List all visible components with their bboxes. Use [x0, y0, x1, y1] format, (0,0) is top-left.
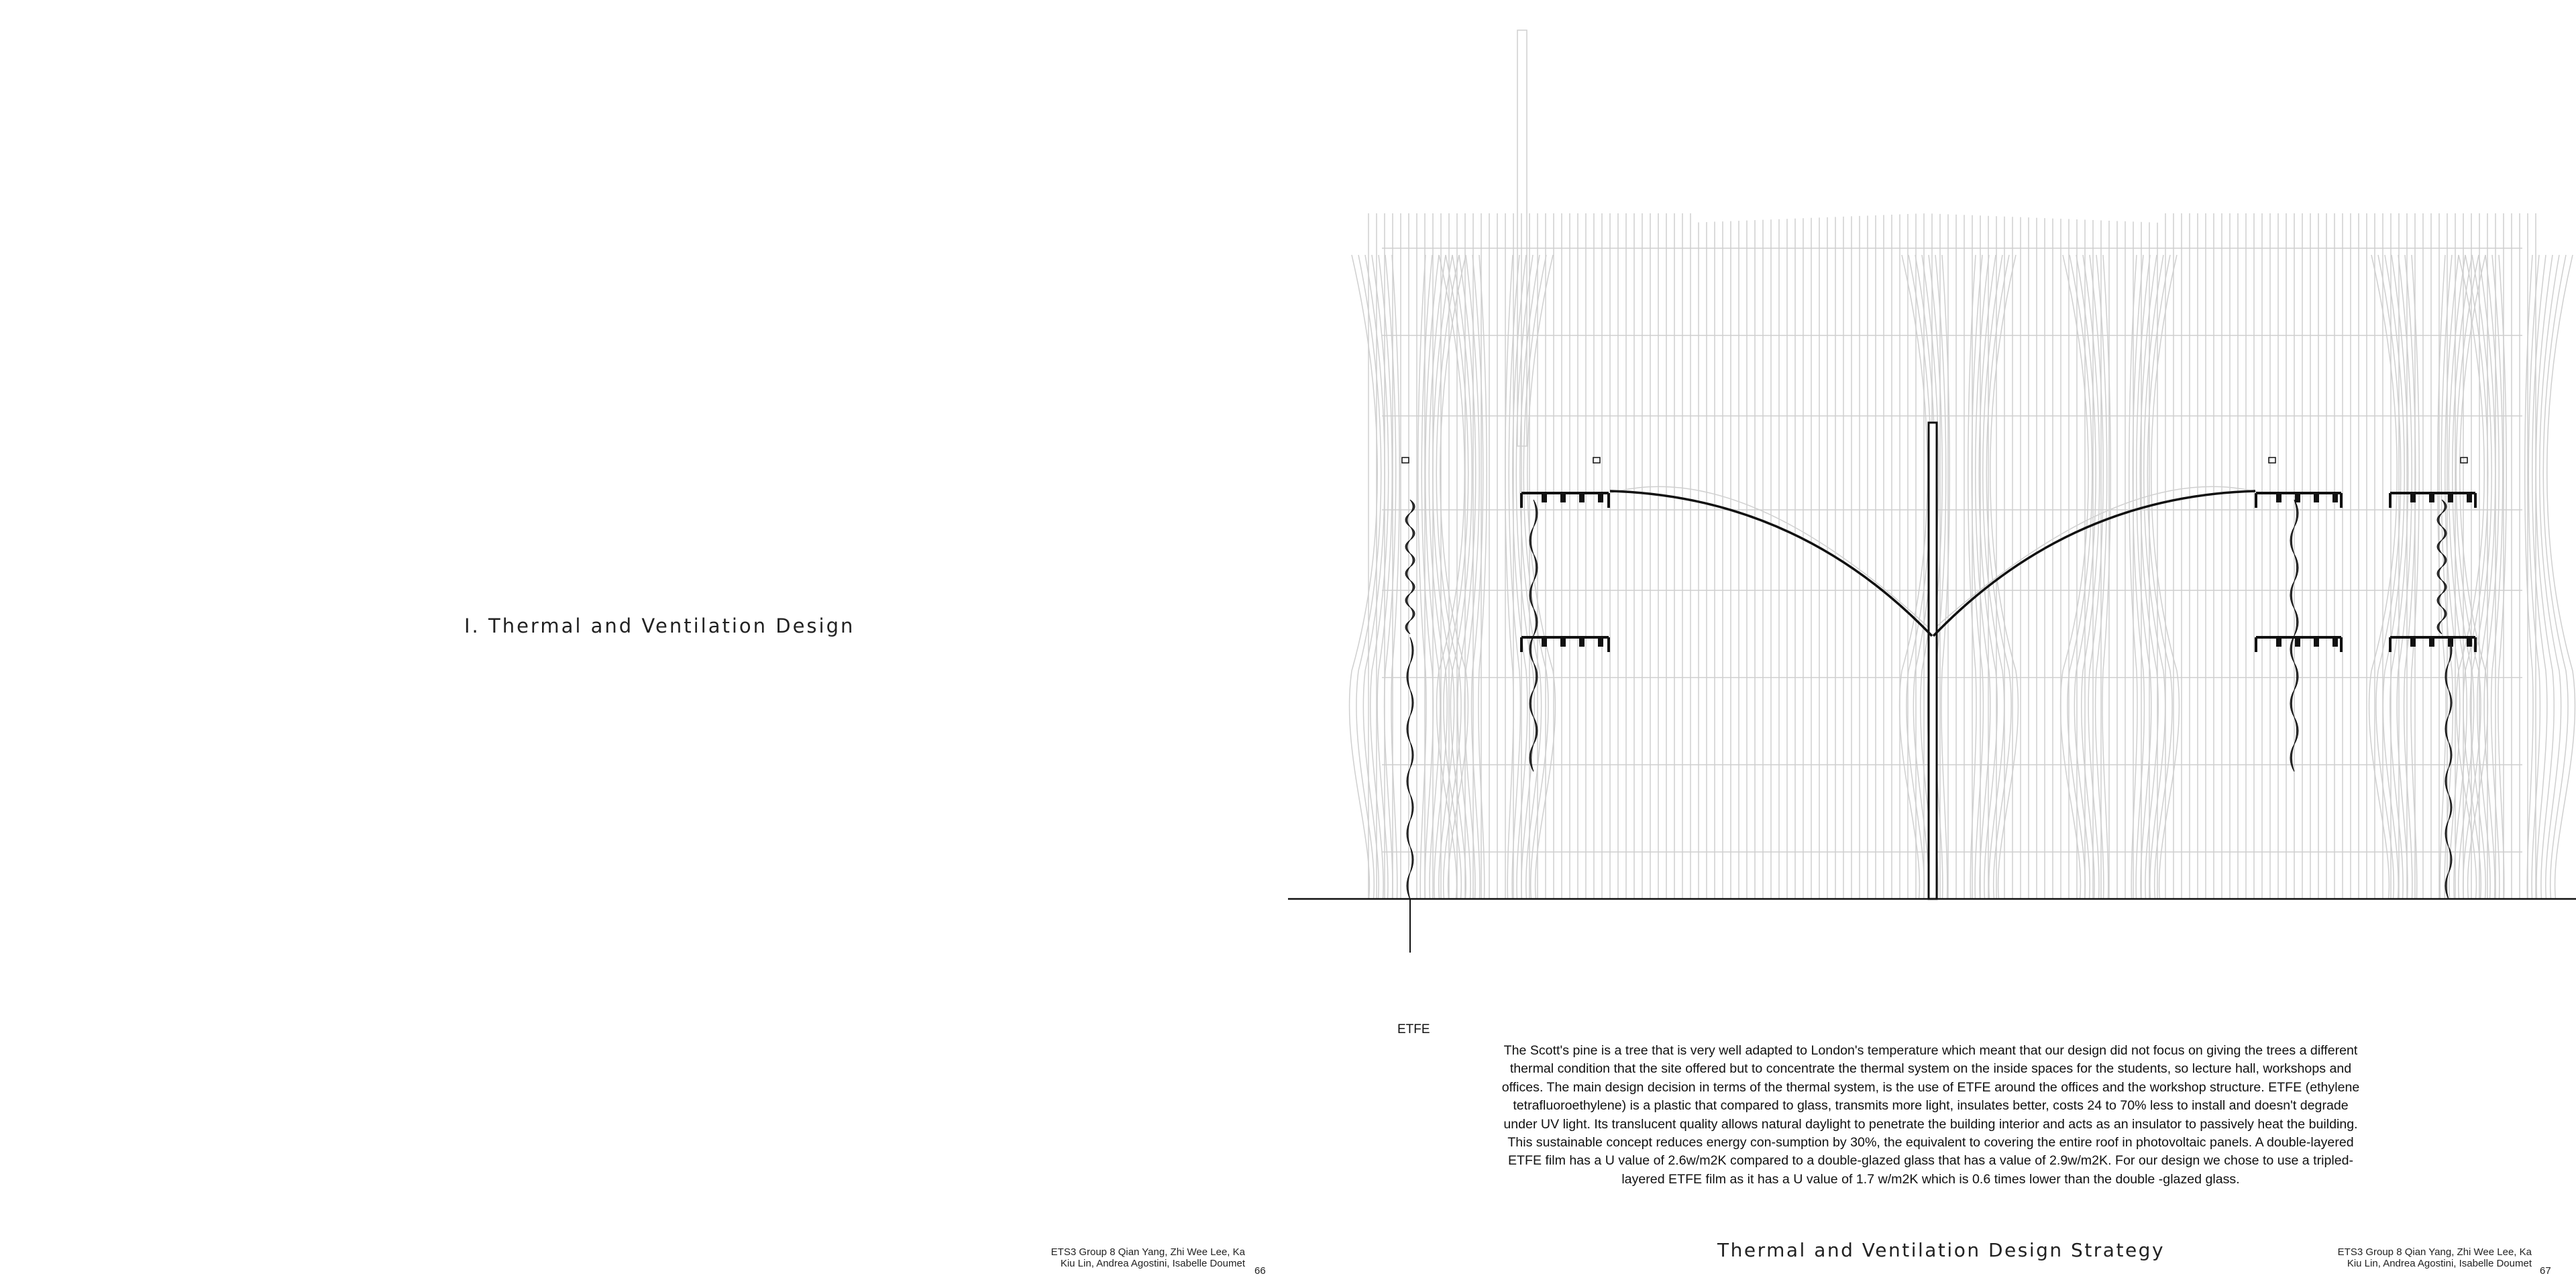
- credits-right-line2: Kiu Lin, Andrea Agostini, Isabelle Doumet: [2347, 1258, 2532, 1269]
- body-paragraph: The Scott's pine is a tree that is very well adapted to London's temperature which meant that our design did not focus on giving the trees a different thermal condition that the site offered but to concentrate the thermal system on the inside spaces for the students, so lecture hall, workshops and offices. The main design decision in terms of the thermal system, is the use of ETFE around the offices and the workshop structure. ETFE (ethylene tetrafluoroethylene) is a plastic that compared to glass, transmits more light, insulates better, costs 24 to 70% less to install and doesn't degrade under UV light. Its translucent quality allows natural daylight to penetrate the building interior and acts as an insulator to passively heat the building. This sustainable concept reduces energy con-sumption by 30%, the equivalent to covering the entire roof in photovoltaic panels. A double-layered ETFE film has a U value of 2.6w/m2K compared to a double-glazed glass that has a value of 2.9w/m2K. For our design we chose to use a tripled-layered ETFE film as it has a U value of 1.7 w/m2K which is 0.6 times lower than the double -glazed glass.: [1501, 1043, 2360, 1187]
- etfe-label: ETFE: [1397, 1022, 1430, 1036]
- section-title: I. Thermal and Ventilation Design: [464, 614, 855, 637]
- page-number-left: 66: [1254, 1265, 1266, 1277]
- credits-left: [1004, 1246, 1245, 1269]
- credits-left-line2: Kiu Lin, Andrea Agostini, Isabelle Doumet: [1060, 1258, 1245, 1269]
- credits-right: [2290, 1246, 2532, 1269]
- credits-right-line1: ETS3 Group 8 Qian Yang, Zhi Wee Lee, Ka: [2337, 1246, 2532, 1258]
- page-number-right: 67: [2540, 1265, 2551, 1277]
- strategy-title: Thermal and Ventilation Design Strategy: [1717, 1239, 2165, 1261]
- credits-left-line1: ETS3 Group 8 Qian Yang, Zhi Wee Lee, Ka: [1051, 1246, 1245, 1258]
- elevation-drawing: [1288, 0, 2576, 953]
